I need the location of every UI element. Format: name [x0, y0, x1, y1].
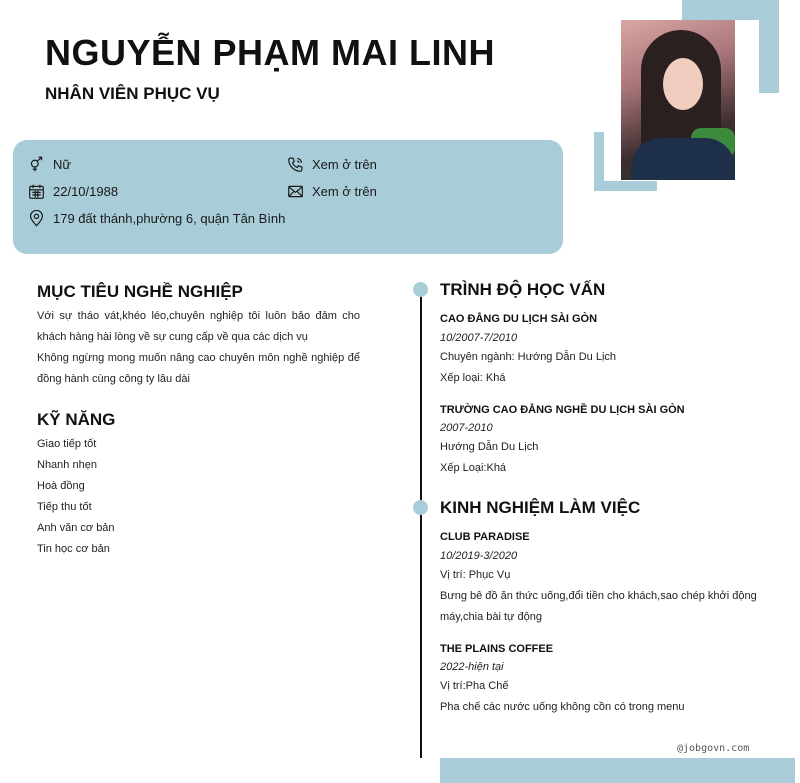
- experience-description: Bưng bê đồ ăn thức uống,đổi tiền cho khách,sao chép khởi động máy,chia bài tự động: [440, 590, 757, 623]
- birthdate-value: 22/10/1988: [53, 184, 119, 199]
- education-school: TRƯỜNG CAO ĐẲNG NGHỀ DU LỊCH SÀI GÒN: [440, 404, 685, 416]
- decorative-bar-bottom: [440, 758, 795, 783]
- skill-item: Anh văn cơ bản: [37, 522, 115, 534]
- objective-heading: MỤC TIÊU NGHỀ NGHIỆP: [37, 282, 243, 301]
- experience-date: 2022-hiện tại: [440, 661, 504, 673]
- watermark: @jobgovn.com: [677, 743, 750, 754]
- gender-icon: [28, 156, 45, 173]
- timeline-dot-education: [413, 282, 428, 297]
- experience-position: Vị trí: Phục Vụ: [440, 569, 511, 581]
- contact-gender: [28, 156, 71, 173]
- experience-company: THE PLAINS COFFEE: [440, 643, 554, 655]
- job-title: NHÂN VIÊN PHỤC VỤ: [45, 84, 220, 103]
- contact-birthdate: [28, 183, 118, 200]
- gender-value: Nữ: [53, 157, 72, 172]
- education-date: 10/2007-7/2010: [440, 332, 518, 344]
- objective-paragraph-2: Không ngừng mong muốn nâng cao chuyên môn nghề nghiệp để đồng hành cùng công ty lâu dài: [37, 352, 360, 385]
- contact-address: [28, 210, 285, 227]
- skill-item: Hoà đồng: [37, 480, 85, 492]
- education-date: 2007-2010: [440, 422, 493, 434]
- education-detail: Chuyên ngành: Hướng Dẫn Du Lịch: [440, 351, 617, 363]
- experience-heading: KINH NGHIỆM LÀM VIỆC: [440, 498, 641, 517]
- candidate-name: NGUYỄN PHẠM MAI LINH: [45, 32, 495, 73]
- email-value: Xem ở trên: [312, 184, 377, 199]
- timeline-dot-experience: [413, 500, 428, 515]
- objective-paragraph-1: Với sự tháo vát,khéo léo,chuyên nghiệp tôi luôn bảo đảm cho khách hàng hài lòng về sự cung cấp về qua các dịch vụ: [37, 310, 360, 343]
- education-detail: Xếp loại: Khá: [440, 372, 506, 384]
- contact-email: [287, 183, 377, 200]
- envelope-icon: [287, 183, 304, 200]
- experience-date: 10/2019-3/2020: [440, 550, 518, 562]
- experience-company: CLUB PARADISE: [440, 531, 530, 543]
- skills-heading: KỸ NĂNG: [37, 410, 116, 429]
- phone-value: Xem ở trên: [312, 157, 377, 172]
- skill-item: Giao tiếp tốt: [37, 438, 97, 450]
- contact-phone: [287, 156, 377, 173]
- timeline-line: [420, 290, 422, 758]
- skill-item: Nhanh nhẹn: [37, 459, 97, 471]
- education-detail: Xếp Loại:Khá: [440, 462, 507, 474]
- education-heading: TRÌNH ĐỘ HỌC VẤN: [440, 280, 606, 299]
- education-detail: Hướng Dẫn Du Lịch: [440, 441, 539, 453]
- skill-item: Tin học cơ bản: [37, 543, 110, 555]
- experience-description: Pha chế các nước uống không cồn có trong menu: [440, 701, 685, 713]
- experience-position: Vị trí:Pha Chế: [440, 680, 509, 692]
- location-pin-icon: [28, 210, 45, 227]
- profile-photo: [621, 20, 735, 180]
- skill-item: Tiếp thu tốt: [37, 501, 92, 513]
- address-value: 179 đất thánh,phường 6, quận Tân Bình: [53, 211, 286, 226]
- education-school: CAO ĐẲNG DU LỊCH SÀI GÒN: [440, 313, 598, 325]
- phone-icon: [287, 156, 304, 173]
- calendar-icon: [28, 183, 45, 200]
